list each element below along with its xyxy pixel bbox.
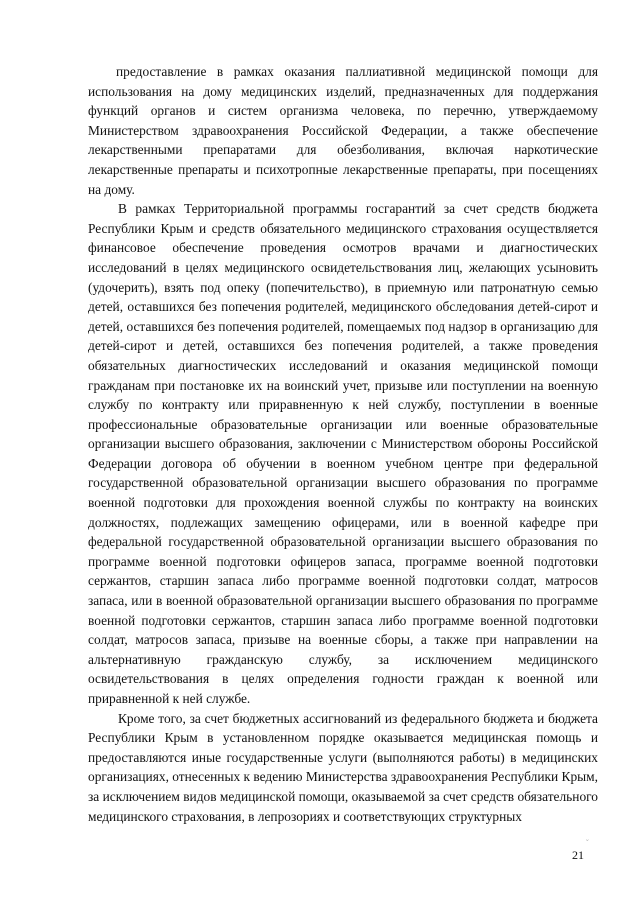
document-body	[88, 62, 598, 826]
scan-artifact-mark: ˘	[586, 838, 589, 847]
paragraph-palliative-care: предоставление в рамках оказания паллиативной медицинской помощи для использования на дому медицинских изделий, предназначенных для поддержания функций органов и систем организма человека, по перечню, утверждаемому Министерством здравоохранения Российской Федерации, а также обеспечение лекарственными препаратами для обезболивания, включая наркотические лекарственные препараты и психотропные лекарственные препараты, при посещениях на дому.	[88, 64, 598, 197]
page-number: 21	[572, 848, 584, 862]
paragraph-territorial-program: В рамках Территориальной программы госгарантий за счет средств бюджета Республики Крым и средств обязательного медицинского страхования осуществляется финансовое обеспечение проведения осмотров врачами и диагностических исследований в целях медицинского освидетельствования лиц, желающих усыновить (удочерить), взять под опеку (попечительство), в приемную или патронатную семью детей, оставшихся без попечения родителей, медицинского обследования детей-сирот и детей, оставшихся без попечения родителей, помещаемых под надзор в организацию для детей-сирот и детей, оставшихся без попечения родителей, а также проведения обязательных диагностических исследований и оказания медицинской помощи гражданам при постановке их на воинский учет, призыве или поступлении на военную службу по контракту или приравненную к ней службу, поступлении в военные профессиональные образовательные организации или военные образовательные организации высшего образования, заключении с Министерством обороны Российской Федерации договора об обучении в военном учебном центре при федеральной государственной образовательной организации высшего образования по программе военной подготовки для прохождения военной службы по контракту на воинских должностях, подлежащих замещению офицерами, или в военной кафедре при федеральной государственной образовательной организации высшего образования по программе военной подготовки офицеров запаса, программе военной подготовки сержантов, старшин запаса либо программе военной подготовки солдат, матросов запаса, или в военной образовательной организации высшего образования по программе военной подготовки сержантов, старшин запаса либо программе военной подготовки солдат, матросов запаса, призыве на военные сборы, а также при направлении на альтернативную гражданскую службу, за исключением медицинского освидетельствования в целях определения годности граждан к военной или приравненной к ней службе.	[88, 201, 598, 706]
paragraph-budget-allocations: Кроме того, за счет бюджетных ассигнований из федерального бюджета и бюджета Республики Крым в установленном порядке оказывается медицинская помощь и предоставляются иные государственные услуги (выполняются работы) в медицинских организациях, отнесенных к ведению Министерства здравоохранения Республики Крым, за исключением видов медицинской помощи, оказываемой за счет средств обязательного медицинского страхования, в лепрозориях и соответствующих структурных	[88, 710, 598, 824]
